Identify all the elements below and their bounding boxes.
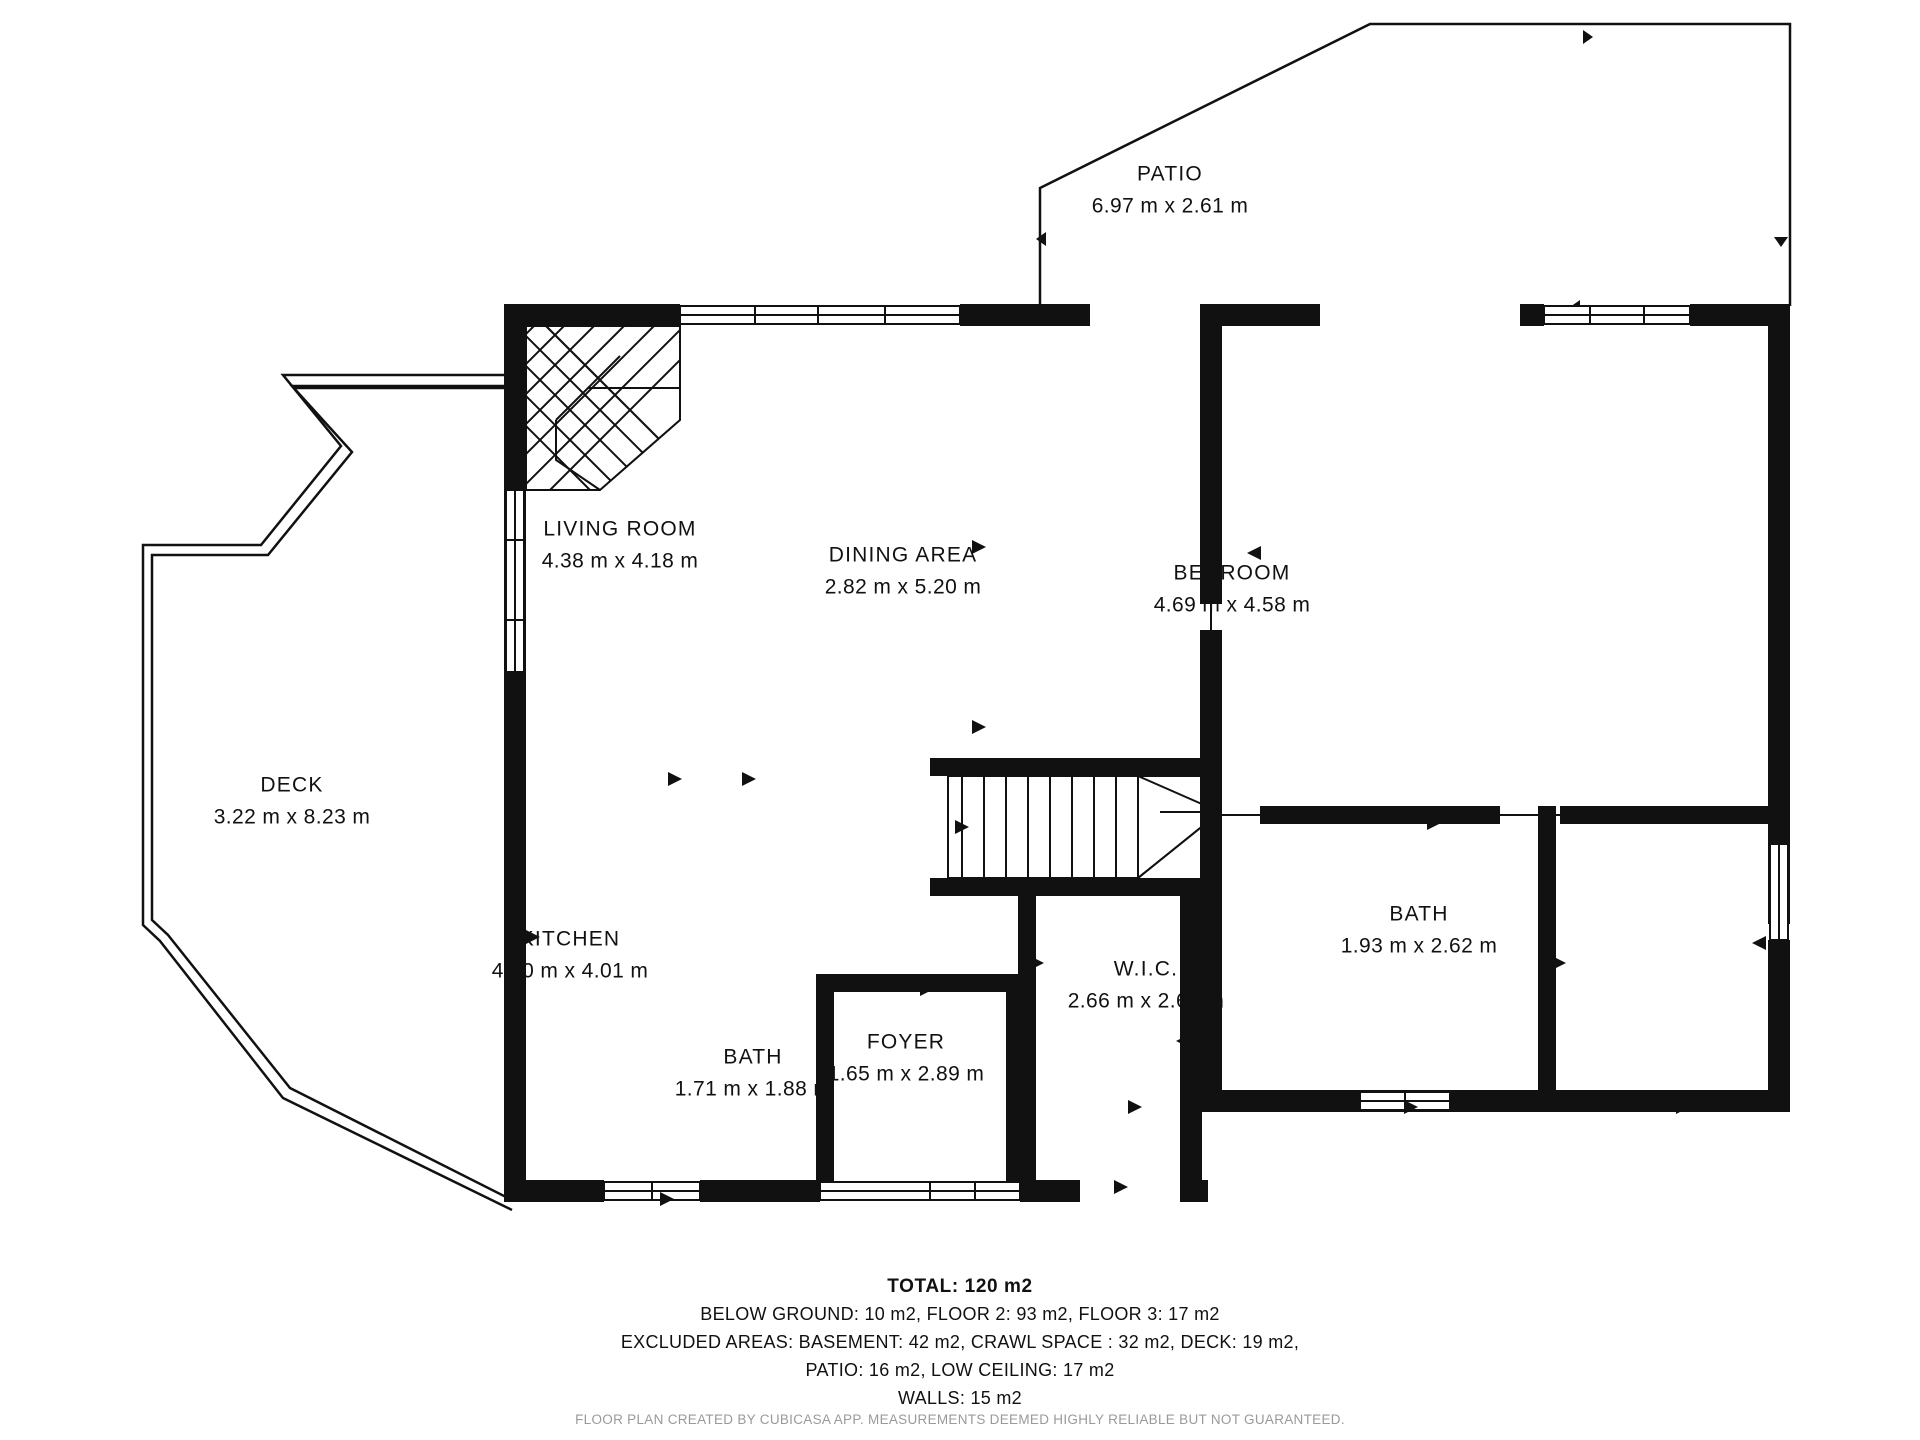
fireplace-hatch: [520, 240, 720, 560]
summary-line-3: PATIO: 16 m2, LOW CEILING: 17 m2: [805, 1360, 1115, 1381]
room-dimensions: 1.93 m x 2.62 m: [1340, 934, 1498, 957]
summary-line-1: BELOW GROUND: 10 m2, FLOOR 2: 93 m2, FLOOR 3: 17 m2: [700, 1304, 1220, 1325]
room-name: BATH: [723, 1045, 783, 1069]
patio-outline: [1040, 24, 1790, 306]
credit-text: FLOOR PLAN CREATED BY CUBICASA APP. MEASUREMENTS DEEMED HIGHLY RELIABLE BUT NOT GUARANTEED.: [575, 1412, 1345, 1427]
room-dimensions: 1.65 m x 2.89 m: [827, 1062, 985, 1085]
room-dimensions: 2.66 m x 2.62 m: [1067, 989, 1225, 1012]
summary-line-2: EXCLUDED AREAS: BASEMENT: 42 m2, CRAWL SPACE : 32 m2, DECK: 19 m2,: [620, 1332, 1300, 1353]
room-name: PATIO: [1137, 162, 1203, 186]
patio-dimension-ticks: [1036, 30, 1788, 314]
area-summary: [0, 1272, 1920, 1413]
room-name: BATH: [1389, 902, 1449, 926]
room-name: W.I.C.: [1113, 957, 1179, 981]
total-area: TOTAL: 120 m2: [887, 1276, 1033, 1297]
room-dimensions: 4.69 m x 4.58 m: [1153, 593, 1311, 616]
room-dimensions: 3.22 m x 8.23 m: [213, 805, 371, 828]
staircase: [948, 776, 1220, 878]
interior-walls: [816, 304, 1770, 1186]
windows: [506, 306, 1788, 1200]
room-name: BEDROOM: [1173, 561, 1291, 585]
room-dimensions: 4.38 m x 4.18 m: [541, 549, 699, 572]
room-name: KITCHEN: [519, 927, 621, 951]
summary-line-4: WALLS: 15 m2: [898, 1388, 1022, 1409]
exterior-walls: [504, 304, 1790, 1202]
room-name: FOYER: [866, 1030, 946, 1054]
room-dimensions: 6.97 m x 2.61 m: [1091, 194, 1249, 217]
room-dimensions: 4.70 m x 4.01 m: [491, 959, 649, 982]
room-name: LIVING ROOM: [543, 517, 697, 541]
room-dimensions: 2.82 m x 5.20 m: [824, 575, 982, 598]
door-openings: [1211, 604, 1560, 815]
deck-outline: [143, 375, 512, 1210]
room-name: DECK: [260, 773, 324, 797]
room-dimensions: 1.71 m x 1.88 m: [674, 1077, 832, 1100]
room-name: DINING AREA: [828, 543, 978, 567]
